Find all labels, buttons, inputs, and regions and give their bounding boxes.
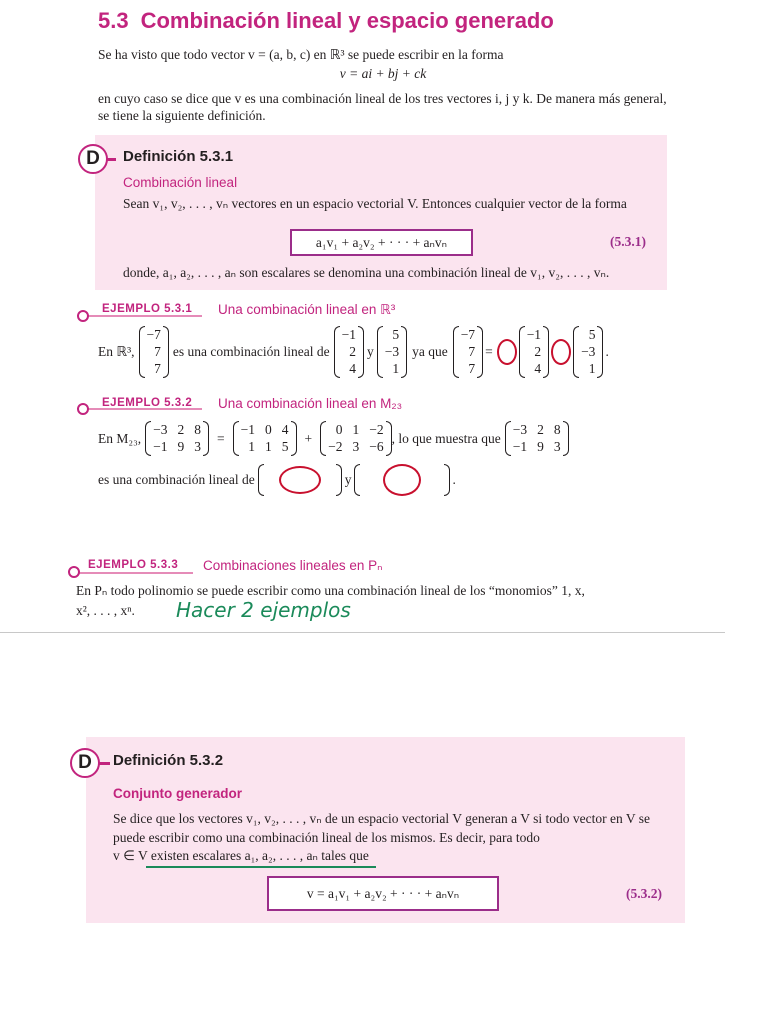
definition-title: Definición 5.3.2 <box>113 752 224 769</box>
example2-plus: + <box>304 430 313 446</box>
handwritten-underline <box>146 866 376 868</box>
matrix-cell: 7 <box>154 344 161 359</box>
example-label: EJEMPLO 5.3.2 <box>102 397 193 409</box>
matrix-a-copy <box>519 326 549 378</box>
matrix-cell: 1 <box>248 439 256 454</box>
matrix-v-copy <box>453 326 483 378</box>
section-title-text: Combinación lineal y espacio generado <box>140 8 554 33</box>
matrix-cell: 2 <box>177 422 185 437</box>
annotation-circle <box>383 464 421 496</box>
matrix-cell: −1 <box>153 439 168 454</box>
matrix-cell: 0 <box>335 422 343 437</box>
matrix-cell: −2 <box>369 422 384 437</box>
definition-equation-label: (5.3.1) <box>610 234 646 249</box>
matrix-m <box>145 421 209 456</box>
matrix-cell: 2 <box>534 344 542 359</box>
annotation-circle <box>551 339 571 365</box>
example1-equals: = <box>485 344 493 359</box>
example2-equals: = <box>217 430 225 446</box>
matrix-cell: −1 <box>512 439 528 454</box>
intro-line2: en cuyo caso se dice que v es una combinación lineal de los tres vectores i, j y k. De manera más general, se tiene la siguiente definición. <box>98 91 667 123</box>
matrix-b <box>320 421 392 456</box>
matrix-cell: −1 <box>341 327 356 342</box>
intro-equation: v = ai + bj + ck <box>339 66 427 81</box>
matrix-cell: 7 <box>468 344 476 359</box>
annotation-circle <box>497 339 517 365</box>
matrix-cell: 4 <box>281 422 289 437</box>
matrix-cell: 8 <box>194 422 202 437</box>
example3-text: En Pₙ todo polinomio se puede escribir como una combinación lineal de los “monomios” 1, x, <box>76 583 585 598</box>
matrix-cell: 4 <box>534 361 542 376</box>
example1-and: y <box>366 344 374 359</box>
example-bullet-icon <box>77 310 89 322</box>
definition-equation: a₁v₁ + a₂v₂ + · · · + aₙvₙ <box>315 235 448 250</box>
example2-line2: es una combinación lineal de <box>98 472 255 487</box>
matrix-cell: 2 <box>537 422 544 437</box>
example-rule <box>82 315 202 317</box>
example-label: EJEMPLO 5.3.1 <box>102 303 193 315</box>
matrix-cell: 3 <box>352 439 360 454</box>
section-number: 5.3 <box>98 8 129 33</box>
matrix-cell: −7 <box>146 327 161 342</box>
handwritten-note: Hacer 2 ejemplos <box>176 598 351 622</box>
matrix-cell: 4 <box>349 361 356 376</box>
matrix-cell: 1 <box>265 439 272 454</box>
empty-matrix-b <box>354 464 450 496</box>
definition-closing: donde, a₁, a₂, . . . , aₙ son escalares se denomina una combinación lineal de v₁, v₂, . . . , vₙ. <box>123 265 610 280</box>
definition-subtitle: Conjunto generador <box>113 786 242 801</box>
example1-end: . <box>605 344 609 359</box>
example-rule <box>75 572 193 574</box>
matrix-a <box>233 421 297 456</box>
matrix-cell: 9 <box>537 439 544 454</box>
definition-badge-icon: D <box>78 144 108 174</box>
definition-badge-icon: D <box>70 748 100 778</box>
matrix-cell: 5 <box>392 327 400 342</box>
example-title: Una combinación lineal en ℝ³ <box>218 302 396 317</box>
example-bullet-icon <box>77 403 89 415</box>
example1-since: ya que <box>412 344 448 359</box>
matrix-cell: −3 <box>512 422 528 437</box>
matrix-cell: 9 <box>177 439 185 454</box>
matrix-cell: 7 <box>154 361 161 376</box>
example2-lead: En M₂₃, <box>98 430 142 446</box>
example2-and: y <box>344 472 352 487</box>
example2-content <box>98 421 569 456</box>
definition-title: Definición 5.3.1 <box>123 148 234 165</box>
definition-equation-label: (5.3.2) <box>626 886 662 901</box>
empty-matrix-a <box>258 464 342 496</box>
example1-content <box>98 326 609 378</box>
example2-end: . <box>452 472 456 487</box>
example1-lead: En ℝ³, <box>98 344 135 359</box>
example-title: Combinaciones lineales en Pₙ <box>203 558 383 573</box>
example2-shows: , lo que muestra que <box>391 430 501 446</box>
matrix-v <box>139 326 169 378</box>
definition-equation-box <box>290 229 473 256</box>
matrix-b-copy <box>573 326 603 378</box>
example3-text2: x², . . . , xⁿ. <box>76 603 135 618</box>
matrix-a <box>334 326 364 378</box>
definition-equation-box <box>267 876 499 911</box>
definition-text2: v ∈ V existen escalares a₁, a₂, . . . , aₙ tales que <box>113 848 369 863</box>
matrix-cell: −6 <box>369 439 384 454</box>
matrix-cell: 7 <box>468 361 476 376</box>
matrix-cell: −3 <box>153 422 168 437</box>
example-bullet-icon <box>68 566 80 578</box>
example-title: Una combinación lineal en M₂₃ <box>218 396 403 411</box>
matrix-b <box>377 326 407 378</box>
matrix-cell: 3 <box>194 439 202 454</box>
example-label: EJEMPLO 5.3.3 <box>88 559 179 571</box>
matrix-cell: 0 <box>265 422 272 437</box>
matrix-cell: 1 <box>392 361 400 376</box>
matrix-m-copy <box>505 421 569 456</box>
section-title <box>98 8 554 34</box>
annotation-circle <box>279 466 321 494</box>
matrix-cell: −1 <box>526 327 542 342</box>
matrix-cell: 2 <box>349 344 356 359</box>
example2-second-line <box>98 464 456 496</box>
matrix-cell: −1 <box>240 422 256 437</box>
matrix-cell: −3 <box>384 344 400 359</box>
page-divider <box>0 632 725 633</box>
intro-line1: Se ha visto que todo vector v = (a, b, c) en ℝ³ se puede escribir en la forma <box>98 47 504 62</box>
matrix-cell: 8 <box>553 422 561 437</box>
matrix-cell: −2 <box>328 439 343 454</box>
matrix-cell: −3 <box>581 344 596 359</box>
definition-subtitle: Combinación lineal <box>123 175 238 190</box>
matrix-cell: −7 <box>460 327 476 342</box>
example1-mid: es una combinación lineal de <box>172 344 330 359</box>
matrix-cell: 5 <box>588 327 596 342</box>
matrix-cell: 3 <box>553 439 561 454</box>
definition-equation: v = a₁v₁ + a₂v₂ + · · · + aₙvₙ <box>306 886 460 901</box>
matrix-cell: 1 <box>588 361 596 376</box>
matrix-cell: 1 <box>352 422 360 437</box>
definition-text: Sean v₁, v₂, . . . , vₙ vectores en un espacio vectorial V. Entonces cualquier vector de la forma <box>123 196 627 211</box>
matrix-cell: 5 <box>281 439 289 454</box>
definition-text: Se dice que los vectores v₁, v₂, . . . , vₙ de un espacio vectorial V generan a V si todo vector en V se puede escribir como una combinación lineal de los mismos. Es decir, para todo <box>113 811 651 845</box>
